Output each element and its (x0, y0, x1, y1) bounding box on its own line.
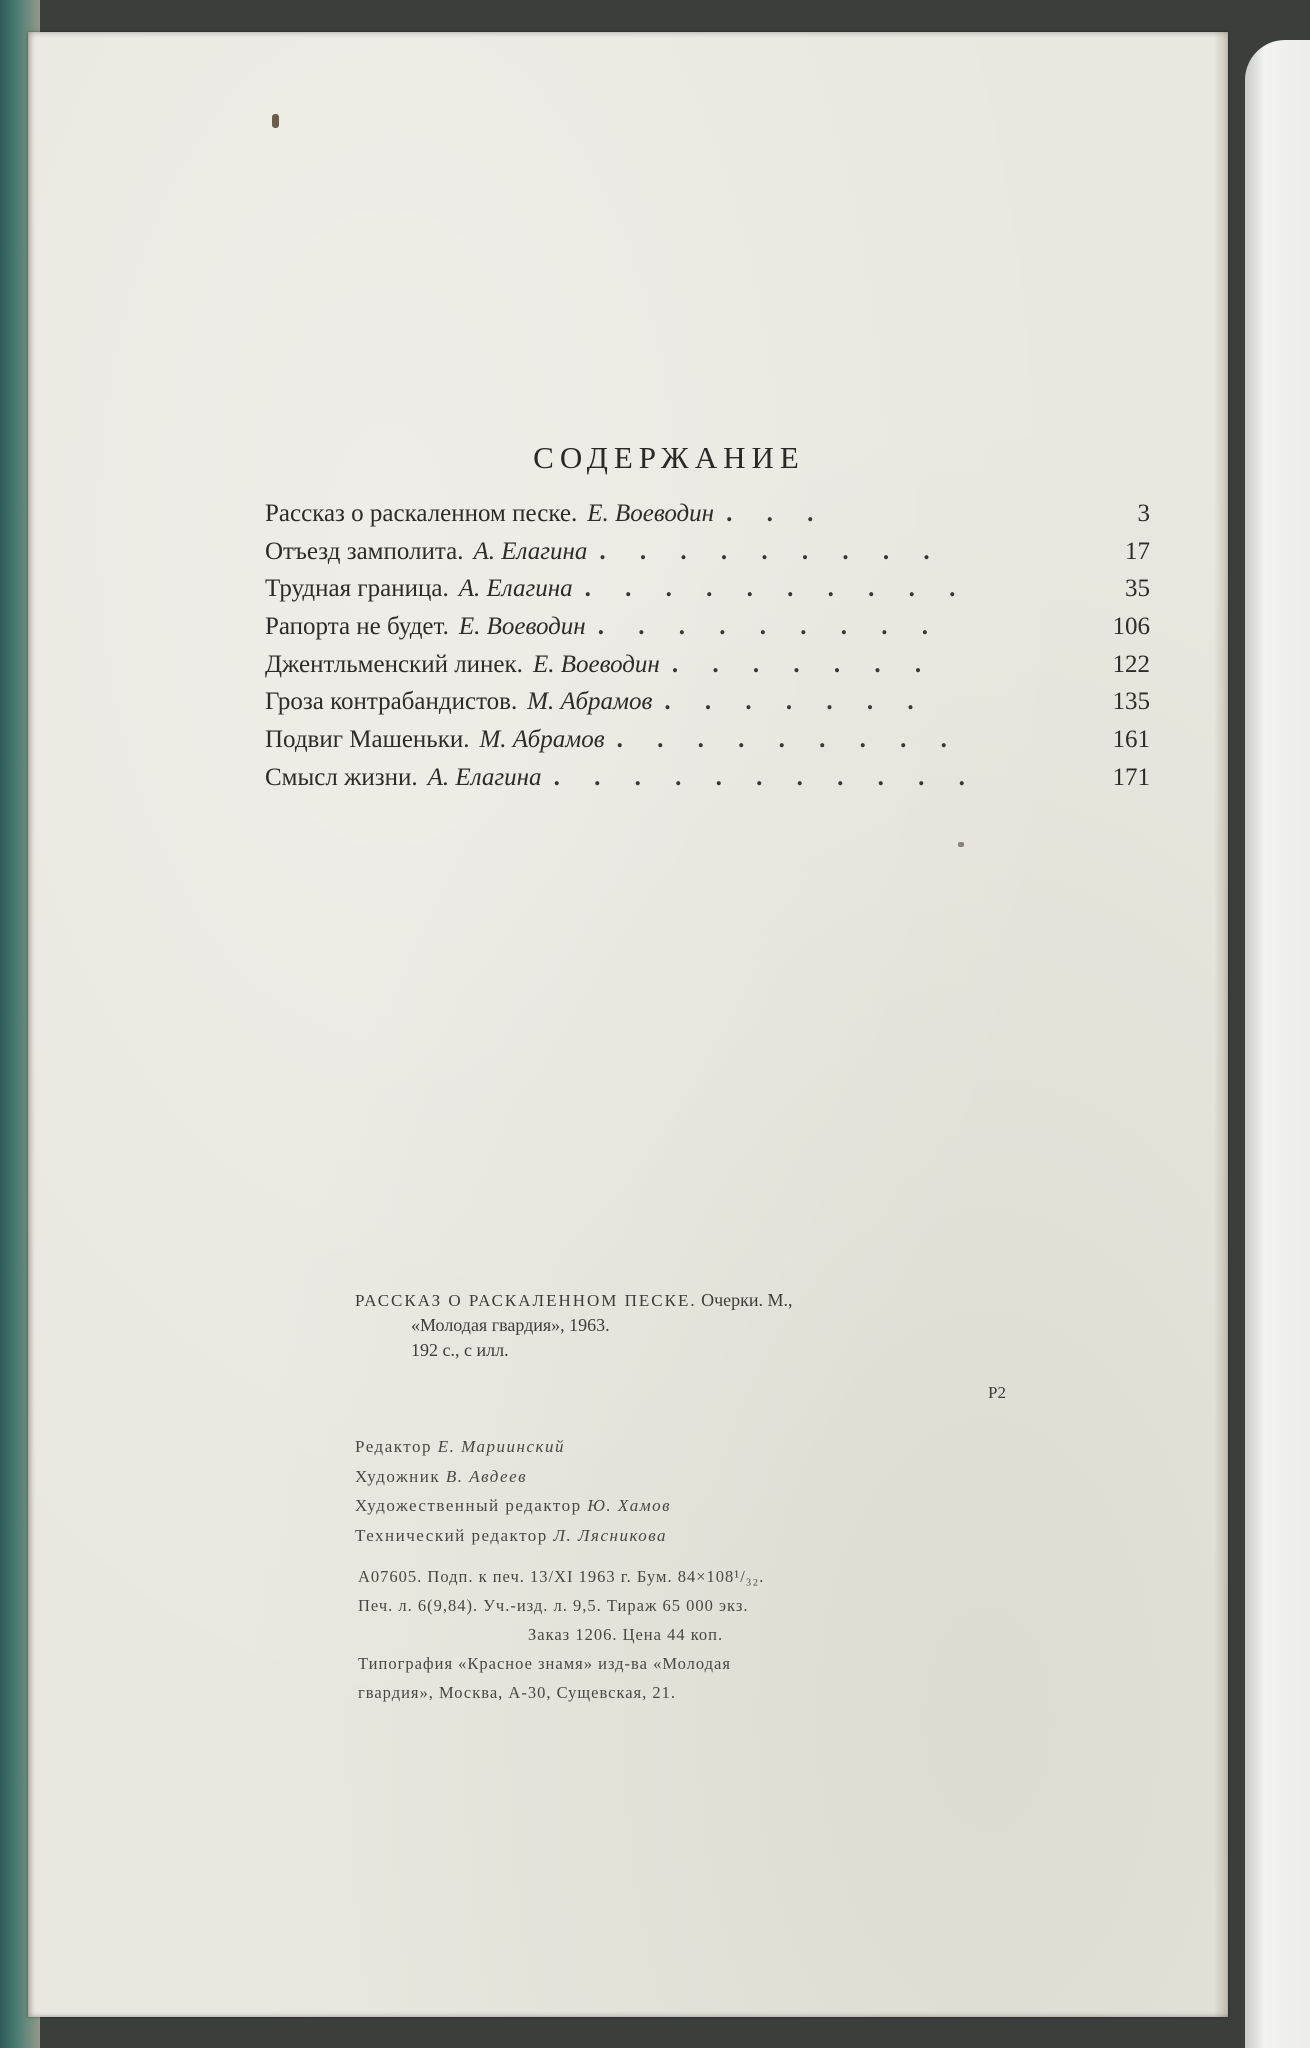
toc-entry-page: 122 (1112, 650, 1150, 678)
toc-leader-dots: . . . . . . . (671, 650, 936, 678)
toc-leader-dots: . . . . . . . . . . (584, 575, 970, 603)
toc-entry-page: 106 (1112, 613, 1150, 641)
toc-entry-page: 3 (1137, 500, 1150, 527)
credit-line (355, 1496, 1115, 1526)
page-speck (272, 114, 279, 128)
toc-entry-page: 35 (1125, 575, 1150, 603)
toc-entry-title: Подвиг Машеньки. (265, 726, 470, 754)
credit-line (355, 1467, 1115, 1497)
toc-entry-title: Отъезд замполита. (265, 537, 464, 565)
print-details-line: гвардия», Москва, А-30, Сущевская, 21. (358, 1683, 677, 1702)
toc-leader-dots: . . . . . . . . . (599, 537, 944, 565)
toc-entry-title: Рассказ о раскаленном песке. (265, 500, 578, 527)
credit-role: Редактор (355, 1437, 432, 1456)
toc-entry-title: Смысл жизни. (265, 763, 418, 791)
table-of-contents (265, 500, 1150, 802)
print-details-line: Печ. л. 6(9,84). Уч.-изд. л. 9,5. Тираж 65 000 экз. (358, 1596, 749, 1615)
toc-entry-author: А. Елагина (458, 575, 573, 603)
toc-entry-title: Рапорта не будет. (265, 613, 449, 641)
imprint-line (355, 1290, 1055, 1315)
credit-name: Л. Лясникова (553, 1525, 668, 1545)
page-speck (958, 842, 964, 847)
toc-entry-author: А. Елагина (473, 537, 588, 565)
toc-entry (265, 764, 1150, 802)
credit-name: Ю. Хамов (587, 1496, 672, 1515)
page-shadow-edge (1214, 32, 1228, 2017)
print-details-line: Заказ 1206. Цена 44 коп. (528, 1625, 724, 1644)
print-details (358, 1567, 1058, 1712)
toc-leader-dots: . . . . . . . . . (597, 613, 942, 641)
toc-entry (265, 538, 1150, 576)
toc-leader-dots: . . . (726, 500, 828, 527)
editorial-credits (355, 1437, 1115, 1555)
toc-entry-author: Е. Воеводин (587, 500, 715, 527)
toc-entry (265, 500, 1150, 538)
toc-entry-page: 17 (1125, 537, 1150, 565)
toc-entry-author: Е. Воеводин (532, 650, 660, 678)
credit-role: Художественный редактор (355, 1496, 582, 1515)
facing-page-edge (1245, 40, 1310, 2048)
toc-entry (265, 575, 1150, 613)
toc-entry-author: М. Абрамов (479, 726, 605, 754)
toc-leader-dots: . . . . . . . . . . . (553, 763, 979, 791)
toc-entry (265, 651, 1150, 689)
credit-name: В. Авдеев (445, 1466, 527, 1486)
toc-leader-dots: . . . . . . . . . (616, 726, 961, 754)
imprint-genre-city: Очерки. М., (701, 1290, 793, 1310)
credit-role: Художник (355, 1466, 441, 1486)
credit-line (355, 1526, 1115, 1556)
toc-entry (265, 613, 1150, 651)
toc-entry-page: 135 (1112, 688, 1150, 716)
toc-entry (265, 688, 1150, 726)
classification-code: Р2 (988, 1383, 1006, 1402)
toc-heading: СОДЕРЖАНИЕ (533, 440, 805, 475)
toc-leader-dots: . . . . . . . (664, 688, 928, 716)
print-details-line: А07605. Подп. к печ. 13/XI 1963 г. Бум. 84×108¹/₃₂. (358, 1567, 765, 1586)
toc-entry-author: М. Абрамов (527, 688, 653, 716)
bibliographic-description (355, 1290, 1055, 1365)
credit-name: Е. Мариинский (437, 1437, 565, 1456)
book-page (28, 32, 1228, 2017)
imprint-publisher-line: «Молодая гвардия», 1963. (411, 1315, 610, 1335)
toc-entry-page: 171 (1112, 763, 1150, 791)
toc-entry-author: А. Елагина (427, 763, 542, 791)
imprint-pages-line: 192 с., с илл. (411, 1340, 509, 1360)
toc-entry (265, 726, 1150, 764)
toc-entry-author: Е. Воеводин (458, 613, 586, 641)
print-details-line: Типография «Красное знамя» изд-ва «Молодая (358, 1654, 731, 1673)
toc-entry-title: Гроза контрабандистов. (265, 688, 518, 716)
credit-line (355, 1437, 1115, 1467)
imprint-book-title: РАССКАЗ О РАСКАЛЕННОМ ПЕСКЕ. (355, 1291, 697, 1310)
toc-entry-title: Джентльменский линек. (265, 650, 523, 678)
credit-role: Технический редактор (355, 1525, 548, 1545)
toc-entry-page: 161 (1112, 726, 1150, 754)
toc-entry-title: Трудная граница. (265, 575, 449, 603)
